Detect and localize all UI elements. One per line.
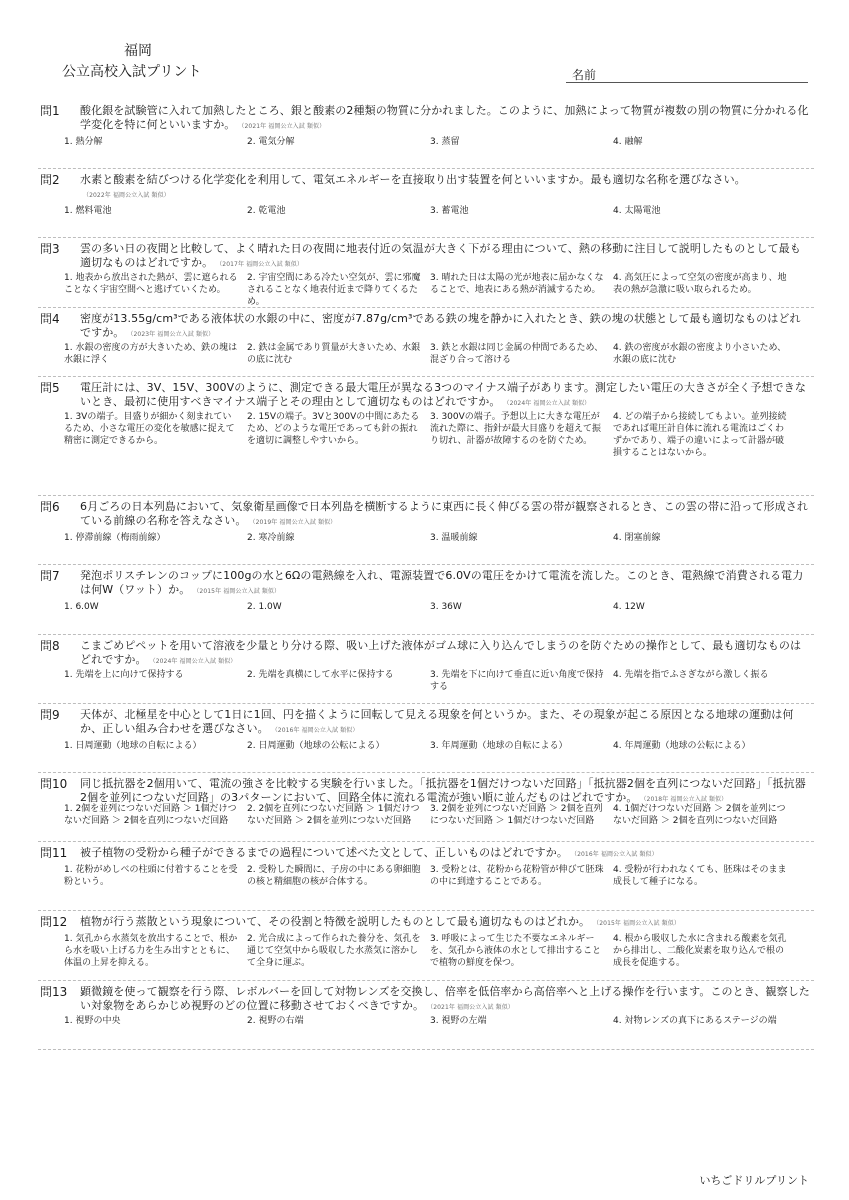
- question-block: [38, 377, 814, 497]
- answer-options: [64, 205, 808, 217]
- question-text: 6月ごろの日本列島において、気象衛星画像で日本列島を横断するように東西に長く伸びる雲の帯が観察されるとき、この雲の帯に沿って形成されている前線の名称を答えなさい。 （2019年 福岡公立入試 類似）: [80, 500, 808, 528]
- answer-option[interactable]: 4. 鉄の密度が水銀の密度より小さいため、水銀の底に沈む: [613, 342, 787, 365]
- question-text: 発泡ポリスチレンのコップに100gの水と6Ωの電熱線を入れ、電源装置で6.0Vの電圧をかけて電流を流した。このとき、電熱線で消費される電力は何W（ワット）か。 （2015年 福岡公立入試 類似）: [80, 569, 804, 597]
- answer-option[interactable]: 1. 6.0W: [64, 602, 99, 613]
- question-source: （2021年 福岡公立入試 類似）: [241, 123, 326, 130]
- answer-option[interactable]: 4. 融解: [613, 137, 643, 147]
- question-text: 電圧計には、3V、15V、300Vのように、測定できる最大電圧が異なる3つのマイナス端子があります。測定したい電圧の大きさが全く予想できないとき、最初に使用すべきマイナス端子とその理由として適切なものはどれですか。 （2024年 福岡公立入試 類似）: [80, 380, 806, 408]
- question-text: 被子植物の受粉から種子ができるまでの過程について述べた文として、正しいものはどれですか。 （2016年 福岡公立入試 類似）: [80, 846, 658, 860]
- answer-options: [64, 342, 808, 366]
- answer-options: [64, 740, 808, 752]
- answer-option[interactable]: 2. 15Vの端子。3Vと300Vの中間にあたるため、どのような電圧であっても針の振れを適切に調整しやすいから。: [247, 411, 420, 446]
- question-number: 問13: [40, 984, 68, 999]
- question-source: （2016年 福岡公立入試 類似）: [274, 726, 359, 734]
- question-text: 同じ抵抗器を2個用いて、電流の強さを比較する実験を行いました。「抵抗器を1個だけつないだ回路」「抵抗器2個を直列につないだ回路」「抵抗器2個を並列につないだ回路」の3パターンにおいて、回路全体に流れる電流が強い順に並んだものはどれですか。 （2018年 福岡公立入試 類似）: [80, 777, 806, 804]
- answer-option[interactable]: 2. 受粉した瞬間に、子房の中にある卵細胞の核と精細胞の核が合体する。: [247, 865, 421, 888]
- question-block: [38, 704, 814, 773]
- answer-options: [64, 803, 808, 827]
- answer-option[interactable]: 3. 300Vの端子。予想以上に大きな電圧が流れた際に、指針が最大目盛りを超えて振り切れ、計器が故障するのを防ぐため。: [430, 411, 602, 446]
- question-block: [38, 100, 814, 169]
- question-text: 植物が行う蒸散という現象について、その役割と特徴を説明したものとして最も適切なものはどれか。 （2015年 福岡公立入試 類似）: [80, 915, 680, 929]
- answer-option[interactable]: 1. 水銀の密度の方が大きいため、鉄の塊は水銀に浮く: [64, 342, 238, 365]
- question-number: 問5: [40, 380, 60, 395]
- answer-options: [64, 411, 808, 459]
- question-text: 雲の多い日の夜間と比較して、よく晴れた日の夜間に地表付近の気温が大きく下がる理由について、熱の移動に注目して説明したものとして最も適切なものはどれですか。 （2017年 福岡公立入試 類似）: [80, 242, 801, 270]
- answer-option[interactable]: 4. 先端を指でふさぎながら激しく振る: [613, 669, 769, 680]
- answer-option[interactable]: 3. 2個を並列につないだ回路 ＞ 2個を直列につないだ回路 ＞ 1個だけつないだ回路: [430, 804, 603, 826]
- answer-option[interactable]: 3. 鉄と水銀は同じ金属の仲間であるため、混ざり合って溶ける: [430, 342, 604, 365]
- answer-option[interactable]: 3. 受粉とは、花粉から花粉管が伸びて胚珠の中に到達することである。: [430, 865, 604, 888]
- answer-option[interactable]: 3. 視野の左端: [430, 1015, 487, 1026]
- name-underline: [566, 82, 808, 83]
- question-block: [38, 238, 814, 307]
- question-block: [38, 981, 814, 1050]
- answer-option[interactable]: 1. 3Vの端子。目盛りが細かく刻まれているため、小さな電圧の変化を敏感に捉えて精密に測定できるから。: [64, 411, 235, 446]
- answer-option[interactable]: 2. 寒冷前線: [247, 533, 295, 544]
- question-source: （2015年 福岡公立入試 類似）: [596, 920, 680, 928]
- question-block: [38, 635, 814, 704]
- answer-option[interactable]: 1. 視野の中央: [64, 1015, 121, 1026]
- answer-options: [64, 669, 808, 693]
- worksheet-title: 公立高校入試プリント: [62, 64, 202, 80]
- answer-option[interactable]: 4. 閉塞前線: [613, 533, 661, 544]
- question-source: （2016年 福岡公立入試 類似）: [573, 851, 658, 859]
- question-number: 問10: [40, 777, 68, 791]
- question-block: [38, 169, 814, 238]
- answer-option[interactable]: 3. 晴れた日は太陽の光が地表に届かなくなることで、地表にある熱が消滅するため。: [430, 273, 604, 296]
- question-number: 問4: [40, 311, 60, 326]
- question-number: 問12: [40, 915, 68, 930]
- question-text: 顕微鏡を使って観察を行う際、レボルバーを回して対物レンズを交換し、倍率を低倍率から高倍率へと上げる操作を行います。このとき、観察したい対象物をあらかじめ視野のどの位置に移動させておくべきですか。 （2021年 福岡公立入試 類似）: [80, 984, 810, 1012]
- answer-option[interactable]: 4. 12W: [613, 602, 645, 613]
- answer-option[interactable]: 1. 地表から放出された熱が、雲に遮られることなく宇宙空間へと逃げていくため。: [64, 273, 238, 296]
- answer-options: [64, 864, 808, 888]
- question-number: 問2: [40, 173, 60, 188]
- answer-option[interactable]: 4. 1個だけつないだ回路 ＞ 2個を並列につないだ回路 ＞ 2個を直列につないだ回路: [613, 804, 786, 826]
- question-number: 問9: [40, 707, 60, 722]
- answer-option[interactable]: 2. 1.0W: [247, 602, 282, 613]
- answer-option[interactable]: 1. 花粉がめしべの柱頭に付着することを受粉という。: [64, 865, 238, 888]
- question-number: 問8: [40, 638, 60, 653]
- answer-option[interactable]: 1. 燃料電池: [64, 206, 112, 217]
- question-source: （2019年 福岡公立入試 類似）: [252, 519, 337, 527]
- answer-options: [64, 1015, 808, 1027]
- question-text: 水素と酸素を結びつける化学変化を利用して、電気エネルギーを直接取り出す装置を何といいますか。最も適切な名称を選びなさい。（2022年 福岡公立入試 類似）: [80, 173, 746, 200]
- prefecture-label: 福岡: [124, 43, 152, 59]
- question-block: [38, 911, 814, 980]
- answer-options: [64, 933, 808, 969]
- answer-option[interactable]: 3. 蓄電池: [430, 206, 469, 217]
- answer-options: [64, 136, 808, 148]
- answer-option[interactable]: 4. 対物レンズの真下にあるステージの端: [613, 1015, 777, 1026]
- answer-option[interactable]: 2. 光合成によって作られた養分を、気孔を通じて空気中から吸収した水蒸気に溶かして全身に運ぶ。: [247, 934, 421, 969]
- footer-brand: いちごドリルプリント: [699, 1174, 809, 1187]
- question-source: （2015年 福岡公立入試 類似）: [196, 588, 281, 596]
- answer-option[interactable]: 1. 気孔から水蒸気を放出することで、根から水を吸い上げる力を生み出すとともに、体温の上昇を抑える。: [64, 934, 238, 969]
- answer-option[interactable]: 1. 熱分解: [64, 137, 103, 147]
- answer-option[interactable]: 1. 2個を並列につないだ回路 ＞ 1個だけつないだ回路 ＞ 2個を直列につないだ回路: [64, 804, 237, 826]
- answer-option[interactable]: 2. 先端を真横にして水平に保持する: [247, 669, 394, 680]
- answer-option[interactable]: 2. 乾電池: [247, 206, 286, 217]
- answer-option[interactable]: 4. 受粉が行われなくても、胚珠はそのまま成長して種子になる。: [613, 865, 787, 888]
- question-block: [38, 308, 814, 377]
- answer-option[interactable]: 3. 年周運動（地球の自転による）: [430, 740, 568, 751]
- answer-options: [64, 532, 808, 544]
- answer-option[interactable]: 4. 根から吸収した水に含まれる酸素を気孔から排出し、二酸化炭素を取り込んで根の成長を促進する。: [613, 934, 787, 969]
- question-text: こまごめピペットを用いて溶液を少量とり分ける際、吸い上げた液体がゴム球に入り込んでしまうのを防ぐための操作として、最も適切なものはどれですか。 （2024年 福岡公立入試 類似）: [80, 638, 802, 666]
- question-source: （2024年 福岡公立入試 類似）: [152, 657, 237, 665]
- question-source: （2023年 福岡公立入試 類似）: [130, 330, 215, 338]
- question-number: 問3: [40, 242, 60, 257]
- question-block: [38, 842, 814, 911]
- answer-option[interactable]: 3. 呼吸によって生じた不要なエネルギーを、気孔から液体の水として排出することで植物の鮮度を保つ。: [430, 934, 602, 969]
- answer-option[interactable]: 2. 2個を直列につないだ回路 ＞ 1個だけつないだ回路 ＞ 2個を並列につないだ回路: [247, 804, 420, 826]
- question-text: 天体が、北極星を中心として1日に1回、円を描くように回転して見える現象を何というか。また、その現象が起こる原因となる地球の運動は何か、正しい組み合わせを選びなさい。 （2016年 福岡公立入試 類似）: [80, 707, 794, 735]
- answer-option[interactable]: 3. 36W: [430, 602, 462, 613]
- answer-option[interactable]: 2. 電気分解: [247, 137, 295, 147]
- answer-option[interactable]: 2. 宇宙空間にある冷たい空気が、雲に邪魔されることなく地表付近まで降りてくるため。: [247, 273, 421, 308]
- answer-options: [64, 272, 808, 308]
- question-source: （2021年 福岡公立入試 類似）: [430, 1003, 514, 1011]
- answer-option[interactable]: 2. 日周運動（地球の公転による）: [247, 740, 385, 751]
- question-block: [38, 565, 814, 634]
- answer-option[interactable]: 2. 視野の右端: [247, 1015, 304, 1026]
- answer-option[interactable]: 2. 鉄は金属であり質量が大きいため、水銀の底に沈む: [247, 342, 421, 365]
- question-text: 密度が13.55g/cm³である液体状の水銀の中に、密度が7.87g/cm³である鉄の塊を静かに入れたとき、鉄の塊の状態として最も適切なものはどれですか。 （2023年 福岡公立入試 類似）: [80, 311, 801, 339]
- answer-option[interactable]: 3. 蒸留: [430, 137, 460, 147]
- answer-option[interactable]: 1. 先端を上に向けて保持する: [64, 669, 184, 680]
- question-source: （2022年 福岡公立入試 類似）: [86, 192, 170, 200]
- answer-option[interactable]: 4. 年周運動（地球の公転による）: [613, 740, 751, 751]
- answer-option[interactable]: 1. 日周運動（地球の自転による）: [64, 740, 202, 751]
- answer-option[interactable]: 4. 太陽電池: [613, 206, 661, 217]
- question-number: 問1: [40, 104, 60, 118]
- answer-option[interactable]: 4. 高気圧によって空気の密度が高まり、地表の熱が急激に吸い取られるため。: [613, 273, 787, 296]
- question-source: （2017年 福岡公立入試 類似）: [219, 261, 303, 269]
- question-number: 問6: [40, 500, 60, 515]
- answer-options: [64, 601, 808, 613]
- worksheet-header: [0, 0, 849, 100]
- question-number: 問11: [40, 846, 68, 861]
- question-block: [38, 773, 814, 842]
- question-source: （2018年 福岡公立入試 類似）: [643, 796, 728, 803]
- name-label: 名前: [572, 68, 597, 82]
- question-block: [38, 496, 814, 565]
- answer-option[interactable]: 3. 温暖前線: [430, 533, 478, 544]
- question-text: 酸化銀を試験管に入れて加熱したところ、銀と酸素の2種類の物質に分かれました。このように、加熱によって物質が複数の別の物質に分かれる化学変化を特に何といいますか。 （2021年 福岡公立入試 類似）: [80, 104, 809, 131]
- answer-option[interactable]: 1. 停滞前線（梅雨前線）: [64, 533, 166, 544]
- question-number: 問7: [40, 569, 60, 584]
- question-list: [38, 100, 814, 1050]
- answer-option[interactable]: 3. 先端を下に向けて垂直に近い角度で保持する: [430, 669, 604, 692]
- question-source: （2024年 福岡公立入試 類似）: [506, 399, 591, 407]
- answer-option[interactable]: 4. どの端子から接続してもよい。並列接続であれば電圧計自体に流れる電流はごくわずかであり、端子の違いによって計器が破損することはないから。: [613, 411, 787, 458]
